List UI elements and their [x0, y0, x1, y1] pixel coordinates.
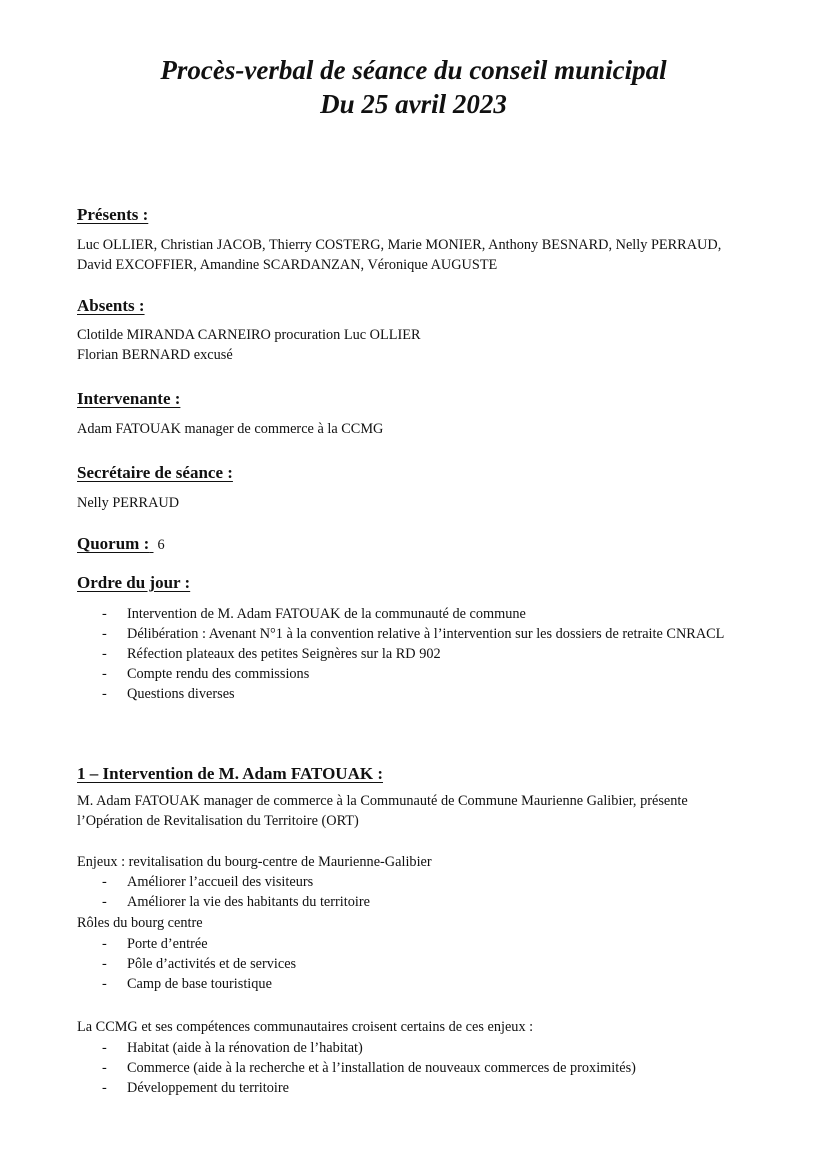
list-item: - Commerce (aide à la recherche et à l’installation de nouveaux commerces de proximités) [102, 1060, 636, 1076]
presents-list: Luc OLLIER, Christian JACOB, Thierry COSTERG, Marie MONIER, Anthony BESNARD, Nelly PERRAUD, David EXCOFFIER, Amandine SCARDANZAN, Véronique AUGUSTE [77, 237, 722, 273]
list-item: - Porte d’entrée [102, 936, 208, 952]
list-item: - Intervention de M. Adam FATOUAK de la communauté de commune [102, 606, 526, 622]
list-item: - Camp de base touristique [102, 976, 272, 992]
presents-heading: Présents : [77, 205, 149, 224]
enjeux-list [77, 872, 727, 912]
absents-heading: Absents : [77, 296, 145, 315]
list-item: - Développement du territoire [102, 1080, 289, 1096]
document-date: Du 25 avril 2023 [320, 89, 507, 119]
list-item: - Questions diverses [102, 686, 235, 702]
quorum-heading: Quorum : [77, 534, 150, 553]
roles-list [77, 934, 727, 994]
list-item: - Réfection plateaux des petites Seignères sur la RD 902 [102, 646, 441, 662]
ordre-du-jour-heading: Ordre du jour : [77, 573, 191, 592]
quorum-line [77, 534, 165, 555]
list-item: - Habitat (aide à la rénovation de l’habitat) [102, 1040, 363, 1056]
list-item: - Améliorer l’accueil des visiteurs [102, 874, 314, 890]
secretaire-heading: Secrétaire de séance : [77, 463, 233, 482]
list-item: - Délibération : Avenant N°1 à la convention relative à l’intervention sur les dossiers de retraite CNRACL [102, 626, 725, 642]
absent-line: Clotilde MIRANDA CARNEIRO procuration Luc OLLIER [77, 327, 421, 343]
quorum-value: 6 [157, 537, 165, 553]
document-title: Procès-verbal de séance du conseil municipal [160, 55, 667, 85]
list-item: - Améliorer la vie des habitants du territoire [102, 894, 370, 910]
ordre-du-jour-list [77, 604, 727, 704]
list-item: - Compte rendu des commissions [102, 666, 310, 682]
intervenante-heading: Intervenante : [77, 389, 181, 408]
roles-label: Rôles du bourg centre [77, 915, 203, 931]
list-item: - Pôle d’activités et de services [102, 956, 297, 972]
enjeux-label: Enjeux : revitalisation du bourg-centre de Maurienne-Galibier [77, 854, 432, 870]
ccmg-label: La CCMG et ses compétences communautaires croisent certains de ces enjeux : [77, 1019, 534, 1035]
section-1-heading: 1 – Intervention de M. Adam FATOUAK : [77, 764, 383, 783]
ccmg-list [77, 1038, 727, 1098]
secretaire-text: Nelly PERRAUD [77, 495, 180, 511]
absent-line: Florian BERNARD excusé [77, 347, 233, 363]
section-1-intro: M. Adam FATOUAK manager de commerce à la Communauté de Commune Maurienne Galibier, présente l’Opération de Revitalisation du Territoire (ORT) [77, 793, 688, 829]
intervenante-text: Adam FATOUAK manager de commerce à la CCMG [77, 421, 384, 437]
